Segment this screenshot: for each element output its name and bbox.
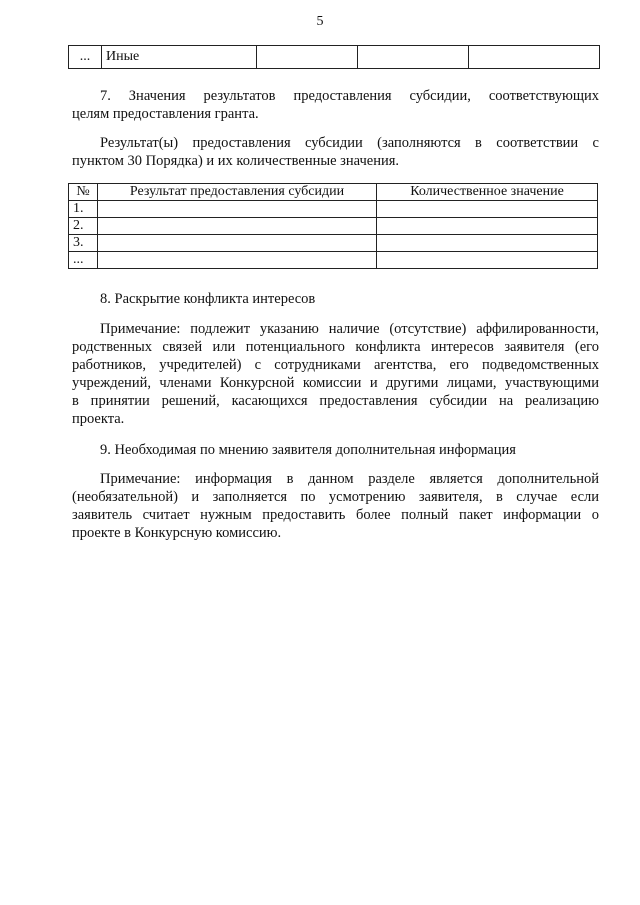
section8-heading: 8. Раскрытие конфликта интересов (100, 291, 316, 307)
table-row (69, 201, 598, 218)
note-line: родственных связей или потенциального конфликта интересов заявителя (его (72, 339, 599, 355)
table-row (69, 218, 598, 235)
note-line: Примечание: информация в данном разделе является дополнительной (100, 471, 599, 487)
table-cell (377, 235, 598, 252)
table-header-row (69, 184, 598, 201)
column-header: Результат предоставления субсидии (98, 184, 377, 201)
results-table (68, 183, 598, 269)
table-cell (377, 218, 598, 235)
column-header: № (69, 184, 98, 201)
table-cell (257, 46, 358, 69)
table-cell (98, 252, 377, 269)
table-cell: 1. (69, 201, 98, 218)
section7-heading-cont: целям предоставления гранта. (72, 106, 259, 122)
note-line: проекте в Конкурсную комиссию. (72, 525, 282, 541)
note-line: работников, учредителей) с сотрудниками агентства, его подведомственных (72, 357, 599, 373)
table-cell: 2. (69, 218, 98, 235)
note-line: Примечание: подлежит указанию наличие (отсутствие) аффилированности, (100, 321, 599, 337)
table-cell: ... (69, 46, 102, 69)
section9-heading: 9. Необходимая по мнению заявителя дополнительная информация (100, 442, 516, 458)
section7-heading: 7. Значения результатов предоставления субсидии, соответствующих (100, 88, 599, 104)
top-table (68, 45, 600, 69)
table-cell (358, 46, 469, 69)
note-line: заявитель считает нужным предоставить более полный пакет информации о (72, 507, 599, 523)
column-header: Количественное значение (377, 184, 598, 201)
section7-intro-cont: пунктом 30 Порядка) и их количественные значения. (72, 153, 400, 169)
table-cell: ... (69, 252, 98, 269)
table-row (69, 46, 600, 69)
page-number: 5 (316, 14, 324, 29)
section7-intro: Результат(ы) предоставления субсидии (заполняются в соответствии с (100, 135, 599, 151)
note-line: (необязательной) и заполняется по усмотрению заявителя, в случае если (72, 489, 599, 505)
table-cell (377, 201, 598, 218)
table-cell: Иные (102, 46, 257, 69)
table-row (69, 235, 598, 252)
note-line: в принятии решений, касающихся предоставления субсидии на реализацию (72, 393, 599, 409)
table-cell (98, 201, 377, 218)
note-line: проекта. (72, 411, 125, 427)
table-cell: 3. (69, 235, 98, 252)
table-cell (469, 46, 600, 69)
note-line: учреждений, членами Конкурсной комиссии и другими лицами, участвующими (72, 375, 599, 391)
table-cell (377, 252, 598, 269)
table-cell (98, 235, 377, 252)
table-cell (98, 218, 377, 235)
table-row (69, 252, 598, 269)
